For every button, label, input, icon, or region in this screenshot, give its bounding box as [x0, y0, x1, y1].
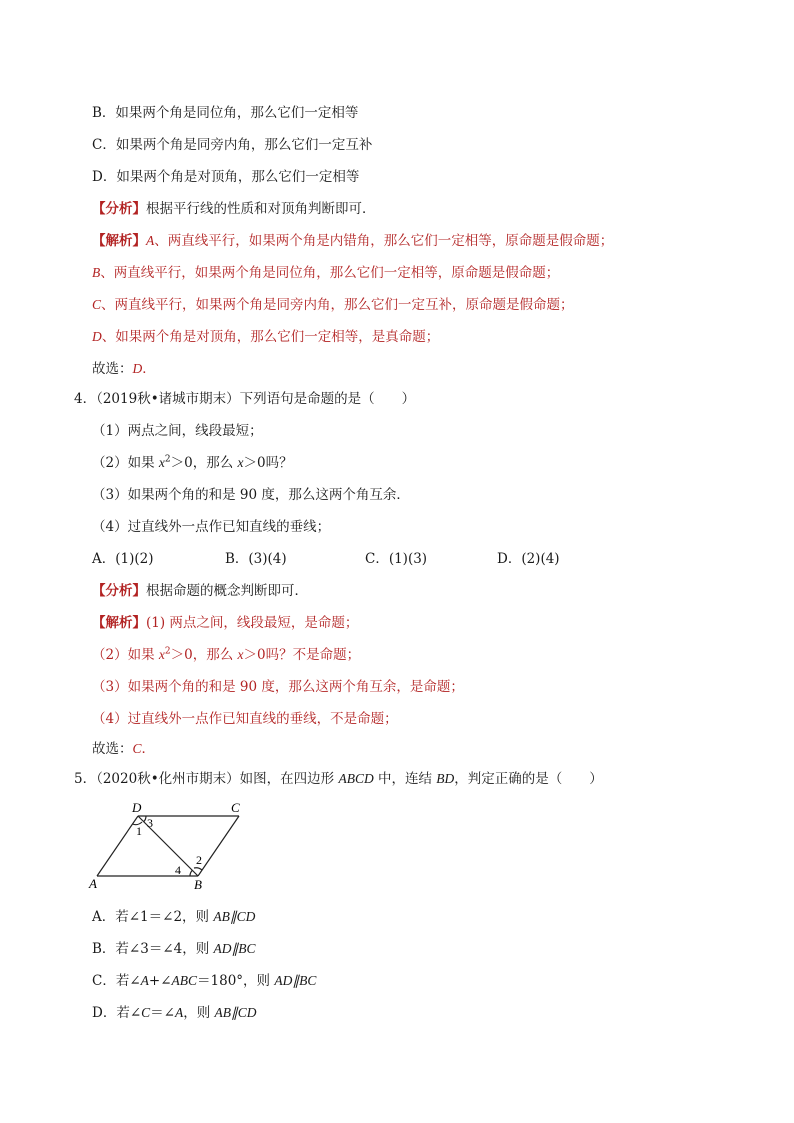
q4-statement-4: （4）过直线外一点作已知直线的垂线； [92, 519, 331, 535]
sol-text: 、两直线平行，如果两个角是内错角，那么它们一定相等，原命题是假命题； [154, 233, 614, 249]
q4-option-b: B．(3)(4) [225, 551, 287, 567]
q3-option-d: D．如果两个角是对顶角，那么它们一定相等 [92, 169, 360, 185]
q4-option-a: A．(1)(2) [92, 551, 154, 567]
text: B．若∠3＝∠4，则 [92, 941, 214, 957]
var: A [174, 1005, 184, 1020]
sol-text: 、两直线平行，如果两个角是同位角，那么它们一定相等，原命题是假命题； [100, 265, 560, 281]
text: ，则 [183, 1005, 215, 1021]
text: D．若∠ [92, 1005, 142, 1021]
solution-tag: 【解析】 [92, 615, 146, 631]
var: AB∥CD [213, 909, 256, 924]
arc-angle-4 [190, 870, 192, 876]
var: ABCD [338, 771, 374, 786]
analysis-text: 根据平行线的性质和对顶角判断即可． [146, 201, 376, 217]
label-b: B [194, 877, 202, 890]
label-c: C [231, 800, 240, 815]
text: ＞0吗？ [243, 455, 293, 471]
var: AD∥BC [213, 941, 256, 956]
analysis-tag: 【分析】 [92, 583, 146, 599]
q3-option-b: B．如果两个角是同位角，那么它们一定相等 [92, 105, 359, 121]
arc-angle-3 [144, 816, 146, 822]
var: AB∥CD [214, 1005, 257, 1020]
var: ABC [171, 973, 198, 988]
label-2: 2 [196, 853, 202, 867]
q5-option-d [92, 1004, 257, 1022]
sol-text: 、两直线平行，如果两个角是同旁内角，那么它们一定互补，原命题是假命题； [101, 297, 574, 313]
q3-solution-d [92, 328, 439, 346]
q5-option-b [92, 940, 256, 958]
q4-option-c: C．(1)(3) [365, 551, 428, 567]
label-d: D [132, 800, 142, 815]
text: （2）如果 [92, 455, 159, 471]
text: 5．（2020秋•化州市期末）如图，在四边形 [74, 771, 339, 787]
text: C．若∠ [92, 973, 141, 989]
answer-prefix: 故选： [92, 741, 133, 757]
q5-option-a [92, 908, 255, 926]
q4-statement-2 [92, 454, 293, 472]
q4-solution-4: （4）过直线外一点作已知直线的垂线，不是命题； [92, 711, 398, 727]
answer-letter: D [132, 361, 143, 376]
exp: 2 [164, 646, 171, 657]
text: ＝∠ [150, 1005, 175, 1021]
q4-option-d: D．(2)(4) [497, 551, 560, 567]
segment-cb [198, 816, 239, 876]
q3-analysis [92, 200, 376, 218]
var: x [237, 455, 244, 470]
var: A [140, 973, 149, 988]
text: +∠ [148, 973, 172, 989]
sol-text: (1) 两点之间，线段最短，是命题； [146, 615, 359, 631]
text: ，判定正确的是（ ） [454, 771, 603, 787]
arc-angle-2 [194, 868, 202, 870]
q3-solution-a [92, 232, 613, 250]
answer-suffix: ． [142, 361, 156, 377]
text: ＞0，那么 [170, 647, 238, 663]
var: BD [436, 771, 455, 786]
q3-option-c: C．如果两个角是同旁内角，那么它们一定互补 [92, 137, 373, 153]
var: x [237, 647, 244, 662]
sol-letter: C [92, 297, 102, 312]
var: x [158, 647, 165, 662]
exp: 2 [164, 454, 171, 465]
sol-letter: D [92, 329, 102, 344]
q4-answer [92, 740, 155, 758]
q4-solution-2 [92, 646, 360, 664]
answer-suffix: ． [141, 741, 156, 757]
answer-prefix: 故选： [92, 361, 133, 377]
label-4: 4 [175, 863, 181, 877]
text: ＞0吗？不是命题； [243, 647, 361, 663]
q4-analysis [92, 582, 308, 600]
q3-solution-c [92, 296, 574, 314]
text: A．若∠1＝∠2，则 [92, 909, 214, 925]
q5-stem [74, 770, 603, 788]
var: C [141, 1005, 151, 1020]
text: （2）如果 [92, 647, 159, 663]
solution-tag: 【解析】 [92, 233, 146, 249]
q3-answer [92, 360, 156, 378]
text: ＞0，那么 [170, 455, 238, 471]
label-1: 1 [136, 824, 142, 838]
q4-stem: 4．（2019秋•诸城市期末）下列语句是命题的是（ ） [74, 391, 416, 407]
sol-letter: B [92, 265, 101, 280]
quadrilateral-figure [86, 798, 256, 890]
q4-solution-3: （3）如果两个角的和是 90 度，那么这两个角互余，是命题； [92, 679, 464, 695]
label-3: 3 [147, 816, 153, 830]
analysis-text: 根据命题的概念判断即可． [146, 583, 308, 599]
q4-solution-1 [92, 614, 358, 632]
q4-statement-3: （3）如果两个角的和是 90 度，那么这两个角互余． [92, 487, 410, 503]
q5-option-c [92, 972, 316, 990]
q4-statement-1: （1）两点之间，线段最短； [92, 423, 263, 439]
analysis-tag: 【分析】 [92, 201, 146, 217]
q3-solution-b [92, 264, 559, 282]
label-a: A [89, 876, 97, 890]
text: ＝180°，则 [197, 973, 275, 989]
var: x [158, 455, 165, 470]
sol-letter: A [146, 233, 155, 248]
segment-ad [97, 816, 138, 876]
text: 中，连结 [373, 771, 437, 787]
var: AD∥BC [274, 973, 317, 988]
sol-text: 、如果两个角是对顶角，那么它们一定相等，是真命题； [101, 329, 440, 345]
answer-letter: C [132, 741, 142, 756]
